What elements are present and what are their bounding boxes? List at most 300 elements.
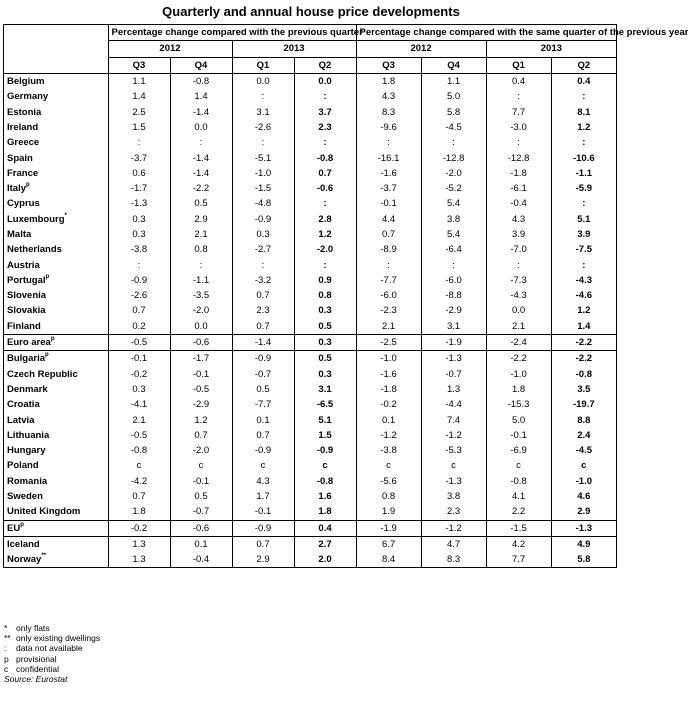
table-row bbox=[4, 428, 616, 443]
country-name: Lithuania bbox=[7, 429, 50, 441]
value-cell: -0.8 bbox=[551, 367, 616, 382]
value-cell: -0.4 bbox=[170, 552, 232, 567]
country-name: Germany bbox=[7, 91, 49, 103]
quarter-header: Q1 bbox=[486, 57, 551, 73]
country-name: Iceland bbox=[7, 538, 40, 550]
value-cell: 1.4 bbox=[170, 89, 232, 104]
quarter-header: Q2 bbox=[294, 57, 356, 73]
value-cell: c bbox=[421, 458, 486, 473]
footnote-text: only existing dwellings bbox=[16, 633, 101, 644]
value-cell: 3.8 bbox=[421, 212, 486, 227]
value-cell: -1.4 bbox=[170, 150, 232, 165]
value-cell: -3.8 bbox=[108, 242, 170, 257]
value-cell: -5.6 bbox=[356, 474, 421, 489]
value-cell: -15.3 bbox=[486, 397, 551, 412]
value-cell: -9.6 bbox=[356, 120, 421, 135]
value-cell: 8.3 bbox=[356, 104, 421, 119]
value-cell: 0.5 bbox=[170, 489, 232, 504]
value-cell: 0.3 bbox=[108, 382, 170, 397]
value-cell: -6.5 bbox=[294, 397, 356, 412]
table-row bbox=[4, 212, 616, 227]
value-cell: -1.2 bbox=[421, 428, 486, 443]
value-cell: 1.3 bbox=[108, 536, 170, 552]
value-cell: -0.9 bbox=[294, 443, 356, 458]
country-name: Czech Republic bbox=[7, 368, 78, 380]
value-cell: -1.3 bbox=[551, 520, 616, 536]
value-cell: 4.3 bbox=[232, 474, 294, 489]
table-row bbox=[4, 135, 616, 150]
value-cell: 0.7 bbox=[232, 428, 294, 443]
country-name: Denmark bbox=[7, 383, 48, 395]
value-cell: -0.1 bbox=[108, 351, 170, 367]
quarter-header: Q4 bbox=[170, 57, 232, 73]
value-cell: c bbox=[108, 458, 170, 473]
value-cell: -7.5 bbox=[551, 242, 616, 257]
year-header-2013: 2013 bbox=[486, 41, 616, 57]
value-cell: c bbox=[170, 458, 232, 473]
value-cell: 0.7 bbox=[294, 166, 356, 181]
value-cell: -6.0 bbox=[356, 288, 421, 303]
value-cell: 0.2 bbox=[108, 319, 170, 335]
value-cell: c bbox=[356, 458, 421, 473]
value-cell: -4.5 bbox=[551, 443, 616, 458]
table-title: Quarterly and annual house price developments bbox=[162, 4, 460, 19]
country-name: Norway** bbox=[7, 553, 46, 566]
value-cell: 0.7 bbox=[232, 536, 294, 552]
value-cell: -2.0 bbox=[170, 303, 232, 318]
value-cell: -0.5 bbox=[108, 334, 170, 350]
footnote-marker: p bbox=[20, 521, 24, 528]
value-cell: -5.3 bbox=[421, 443, 486, 458]
value-cell: 4.7 bbox=[421, 536, 486, 552]
value-cell: -2.6 bbox=[108, 288, 170, 303]
value-cell: 0.7 bbox=[108, 489, 170, 504]
value-cell: 0.4 bbox=[551, 73, 616, 89]
value-cell: 1.1 bbox=[108, 73, 170, 89]
value-cell: 7.4 bbox=[421, 412, 486, 427]
value-cell: -3.7 bbox=[108, 150, 170, 165]
table-row bbox=[4, 227, 616, 242]
table-row bbox=[4, 536, 616, 552]
value-cell: : bbox=[232, 135, 294, 150]
value-cell: : bbox=[294, 196, 356, 211]
value-cell: -12.8 bbox=[421, 150, 486, 165]
value-cell: 3.1 bbox=[421, 319, 486, 335]
value-cell: : bbox=[551, 257, 616, 272]
value-cell: 1.3 bbox=[421, 382, 486, 397]
country-name: Italy$^p$ bbox=[7, 182, 30, 195]
value-cell: 1.2 bbox=[170, 412, 232, 427]
value-cell: 2.7 bbox=[294, 536, 356, 552]
value-cell: 8.8 bbox=[551, 412, 616, 427]
house-price-table bbox=[4, 25, 688, 567]
footnote-text: only flats bbox=[16, 623, 50, 633]
table-row bbox=[4, 319, 616, 335]
value-cell: 1.2 bbox=[551, 303, 616, 318]
value-cell: -4.2 bbox=[108, 474, 170, 489]
value-cell: -0.6 bbox=[170, 520, 232, 536]
quarter-header: Q1 bbox=[232, 57, 294, 73]
value-cell: 2.5 bbox=[108, 104, 170, 119]
footnote-item bbox=[4, 664, 100, 674]
footnote-marker: p bbox=[26, 182, 30, 189]
value-cell: 8.1 bbox=[551, 104, 616, 119]
value-cell: 8.4 bbox=[356, 552, 421, 567]
table-row bbox=[4, 303, 616, 318]
value-cell: 0.0 bbox=[294, 73, 356, 89]
value-cell: 0.5 bbox=[170, 196, 232, 211]
value-cell: -2.4 bbox=[486, 334, 551, 350]
table-row bbox=[4, 89, 616, 104]
table-row bbox=[4, 273, 616, 288]
value-cell: -0.2 bbox=[108, 520, 170, 536]
value-cell: -3.5 bbox=[170, 288, 232, 303]
value-cell: : bbox=[294, 257, 356, 272]
value-cell: 8.3 bbox=[421, 552, 486, 567]
table-row bbox=[4, 104, 616, 119]
value-cell: 1.8 bbox=[108, 504, 170, 520]
value-cell: 2.9 bbox=[551, 504, 616, 520]
footnote-item bbox=[4, 643, 100, 653]
value-cell: -0.7 bbox=[170, 504, 232, 520]
value-cell: -1.2 bbox=[421, 520, 486, 536]
country-name: Netherlands bbox=[7, 244, 62, 256]
value-cell: 4.3 bbox=[356, 89, 421, 104]
value-cell: : bbox=[551, 135, 616, 150]
value-cell: : bbox=[421, 257, 486, 272]
value-cell: -0.6 bbox=[170, 334, 232, 350]
footnote-item bbox=[4, 654, 100, 664]
value-cell: -0.9 bbox=[232, 351, 294, 367]
country-name: Luxembourg* bbox=[7, 212, 67, 225]
quarter-header: Q4 bbox=[421, 57, 486, 73]
table-row bbox=[4, 242, 616, 257]
value-cell: -0.1 bbox=[170, 367, 232, 382]
country-name: Cyprus bbox=[7, 198, 40, 210]
value-cell: -0.1 bbox=[232, 504, 294, 520]
value-cell: -2.0 bbox=[294, 242, 356, 257]
table-row bbox=[4, 382, 616, 397]
value-cell: 0.7 bbox=[232, 319, 294, 335]
value-cell: 5.8 bbox=[421, 104, 486, 119]
value-cell: 1.8 bbox=[294, 504, 356, 520]
table-row bbox=[4, 334, 616, 350]
value-cell: 1.7 bbox=[232, 489, 294, 504]
value-cell: -0.8 bbox=[294, 474, 356, 489]
table-row bbox=[4, 351, 616, 367]
value-cell: : bbox=[232, 89, 294, 104]
value-cell: 2.9 bbox=[232, 552, 294, 567]
value-cell: -0.7 bbox=[232, 367, 294, 382]
value-cell: 0.3 bbox=[294, 303, 356, 318]
value-cell: 0.4 bbox=[486, 73, 551, 89]
value-cell: -0.6 bbox=[294, 181, 356, 196]
value-cell: : bbox=[486, 257, 551, 272]
value-cell: -0.9 bbox=[232, 520, 294, 536]
value-cell: -1.4 bbox=[232, 334, 294, 350]
value-cell: 0.7 bbox=[170, 428, 232, 443]
country-name: Slovakia bbox=[7, 305, 46, 317]
value-cell: -1.8 bbox=[486, 166, 551, 181]
value-cell: -0.9 bbox=[232, 443, 294, 458]
value-cell: : bbox=[294, 135, 356, 150]
value-cell: -0.9 bbox=[108, 273, 170, 288]
country-name: $EU^p$ bbox=[7, 521, 24, 534]
value-cell: 0.0 bbox=[170, 319, 232, 335]
value-cell: -1.0 bbox=[551, 474, 616, 489]
value-cell: 2.1 bbox=[486, 319, 551, 335]
value-cell: : bbox=[170, 257, 232, 272]
value-cell: 2.3 bbox=[421, 504, 486, 520]
value-cell: 3.1 bbox=[294, 382, 356, 397]
footnote-item bbox=[4, 623, 100, 633]
value-cell: -0.5 bbox=[170, 382, 232, 397]
footnote-symbol: c bbox=[4, 663, 9, 674]
footnote-symbol: p bbox=[4, 653, 9, 664]
value-cell: : bbox=[551, 89, 616, 104]
value-cell: 0.5 bbox=[294, 351, 356, 367]
country-name: Austria bbox=[7, 259, 40, 271]
country-name: Euro area$^p$ bbox=[7, 336, 55, 349]
value-cell: 5.8 bbox=[551, 552, 616, 567]
value-cell: -2.0 bbox=[421, 166, 486, 181]
country-name: Hungary bbox=[7, 445, 46, 457]
table-row bbox=[4, 552, 616, 567]
value-cell: -2.9 bbox=[421, 303, 486, 318]
value-cell: -1.6 bbox=[356, 367, 421, 382]
value-cell: 5.1 bbox=[294, 412, 356, 427]
footnote-marker: ** bbox=[41, 553, 46, 560]
value-cell: 6.7 bbox=[356, 536, 421, 552]
source-note: Source: Eurostat bbox=[4, 674, 68, 685]
table-row bbox=[4, 166, 616, 181]
value-cell: : bbox=[108, 257, 170, 272]
value-cell: -2.0 bbox=[170, 443, 232, 458]
quarter-header: Q3 bbox=[356, 57, 421, 73]
value-cell: 1.8 bbox=[486, 382, 551, 397]
country-name: Estonia bbox=[7, 106, 42, 118]
value-cell: -4.8 bbox=[232, 196, 294, 211]
footnote-marker: p bbox=[45, 273, 50, 280]
year-header-2012: 2012 bbox=[356, 41, 486, 57]
footnote-text: confidential bbox=[16, 663, 60, 674]
value-cell: 0.0 bbox=[486, 303, 551, 318]
value-cell: -1.8 bbox=[356, 382, 421, 397]
country-name: Spain bbox=[7, 152, 33, 164]
value-cell: -0.7 bbox=[421, 367, 486, 382]
country-name: Poland bbox=[7, 460, 39, 472]
value-cell: 2.3 bbox=[232, 303, 294, 318]
value-cell: 0.1 bbox=[170, 536, 232, 552]
value-cell: 1.4 bbox=[551, 319, 616, 335]
value-cell: -4.3 bbox=[486, 288, 551, 303]
table-row bbox=[4, 196, 616, 211]
value-cell: 4.2 bbox=[486, 536, 551, 552]
country-name: Belgium bbox=[7, 76, 45, 88]
value-cell: -1.7 bbox=[170, 351, 232, 367]
value-cell: 3.1 bbox=[232, 104, 294, 119]
value-cell: 4.1 bbox=[486, 489, 551, 504]
value-cell: 3.9 bbox=[551, 227, 616, 242]
value-cell: -7.7 bbox=[232, 397, 294, 412]
value-cell: 1.6 bbox=[294, 489, 356, 504]
table-row bbox=[4, 397, 616, 412]
value-cell: -4.1 bbox=[108, 397, 170, 412]
value-cell: -1.1 bbox=[170, 273, 232, 288]
value-cell: 5.4 bbox=[421, 196, 486, 211]
footnote-text: data not available bbox=[16, 643, 83, 654]
country-name: Bulgaria$^p$ bbox=[7, 352, 49, 365]
table-row bbox=[4, 150, 616, 165]
value-cell: 3.5 bbox=[551, 382, 616, 397]
value-cell: -1.3 bbox=[421, 474, 486, 489]
value-cell: -2.5 bbox=[356, 334, 421, 350]
country-name: Croatia bbox=[7, 399, 40, 411]
value-cell: 2.0 bbox=[294, 552, 356, 567]
value-cell: 0.9 bbox=[294, 273, 356, 288]
value-cell: 1.9 bbox=[356, 504, 421, 520]
value-cell: -3.2 bbox=[232, 273, 294, 288]
value-cell: -0.8 bbox=[108, 443, 170, 458]
value-cell: -2.3 bbox=[356, 303, 421, 318]
country-name: United Kingdom bbox=[7, 506, 81, 518]
country-name: Slovenia bbox=[7, 290, 47, 302]
value-cell: 0.8 bbox=[170, 242, 232, 257]
value-cell: -7.7 bbox=[356, 273, 421, 288]
value-cell: 5.0 bbox=[486, 412, 551, 427]
value-cell: -2.2 bbox=[551, 334, 616, 350]
value-cell: -0.5 bbox=[108, 428, 170, 443]
value-cell: c bbox=[294, 458, 356, 473]
value-cell: 4.6 bbox=[551, 489, 616, 504]
value-cell: -6.0 bbox=[421, 273, 486, 288]
value-cell: 4.9 bbox=[551, 536, 616, 552]
table-row bbox=[4, 181, 616, 196]
value-cell: -0.2 bbox=[108, 367, 170, 382]
value-cell: -1.5 bbox=[232, 181, 294, 196]
value-cell: 0.6 bbox=[108, 166, 170, 181]
value-cell: 0.4 bbox=[294, 520, 356, 536]
country-name: Romania bbox=[7, 475, 48, 487]
value-cell: -10.6 bbox=[551, 150, 616, 165]
corner-cell bbox=[4, 25, 108, 41]
value-cell: c bbox=[486, 458, 551, 473]
value-cell: 5.4 bbox=[421, 227, 486, 242]
value-cell: 1.2 bbox=[294, 227, 356, 242]
table-row bbox=[4, 504, 616, 520]
value-cell: -3.8 bbox=[356, 443, 421, 458]
value-cell: -1.9 bbox=[356, 520, 421, 536]
value-cell: 0.5 bbox=[294, 319, 356, 335]
value-cell: 2.1 bbox=[170, 227, 232, 242]
value-cell: 1.3 bbox=[108, 552, 170, 567]
value-cell: -2.2 bbox=[551, 351, 616, 367]
value-cell: : bbox=[356, 135, 421, 150]
value-cell: 1.5 bbox=[108, 120, 170, 135]
value-cell: -6.1 bbox=[486, 181, 551, 196]
country-name: Greece bbox=[7, 137, 40, 149]
value-cell: 0.0 bbox=[232, 73, 294, 89]
value-cell: 3.8 bbox=[421, 489, 486, 504]
value-cell: -4.5 bbox=[421, 120, 486, 135]
value-cell: 0.3 bbox=[108, 227, 170, 242]
value-cell: 0.3 bbox=[232, 227, 294, 242]
table-row bbox=[4, 520, 616, 536]
header-prev-year: Percentage change compared with the same quarter of the previous year bbox=[356, 25, 616, 41]
value-cell: 0.3 bbox=[294, 367, 356, 382]
value-cell: -0.1 bbox=[486, 428, 551, 443]
footnote-marker: p bbox=[45, 352, 49, 359]
value-cell: -1.5 bbox=[486, 520, 551, 536]
value-cell: 5.1 bbox=[551, 212, 616, 227]
value-cell: -2.2 bbox=[170, 181, 232, 196]
table-row bbox=[4, 458, 616, 473]
value-cell: -16.1 bbox=[356, 150, 421, 165]
value-cell: : bbox=[486, 89, 551, 104]
value-cell: 3.9 bbox=[486, 227, 551, 242]
value-cell: -2.2 bbox=[486, 351, 551, 367]
country-name: Portugal$^p$ bbox=[7, 273, 50, 286]
value-cell: -0.1 bbox=[170, 474, 232, 489]
corner-cell bbox=[4, 41, 108, 57]
footnote-symbol: : bbox=[4, 643, 7, 654]
value-cell: 1.1 bbox=[421, 73, 486, 89]
table-row bbox=[4, 489, 616, 504]
value-cell: 0.3 bbox=[108, 212, 170, 227]
value-cell: -1.3 bbox=[421, 351, 486, 367]
footnote-marker: * bbox=[64, 212, 67, 219]
footnote-symbol: ** bbox=[4, 633, 11, 644]
footnote-symbol: * bbox=[4, 623, 8, 633]
value-cell: : bbox=[421, 135, 486, 150]
value-cell: -7.3 bbox=[486, 273, 551, 288]
value-cell: 2.9 bbox=[170, 212, 232, 227]
table-row bbox=[4, 120, 616, 135]
quarter-header: Q2 bbox=[551, 57, 616, 73]
table-row bbox=[4, 288, 616, 303]
value-cell: -5.1 bbox=[232, 150, 294, 165]
country-name: Malta bbox=[7, 229, 32, 240]
value-cell: : bbox=[356, 257, 421, 272]
value-cell: -8.8 bbox=[421, 288, 486, 303]
value-cell: -1.7 bbox=[108, 181, 170, 196]
value-cell: : bbox=[108, 135, 170, 150]
value-cell: : bbox=[232, 257, 294, 272]
value-cell: -0.4 bbox=[486, 196, 551, 211]
value-cell: 0.8 bbox=[294, 288, 356, 303]
value-cell: -1.0 bbox=[232, 166, 294, 181]
value-cell: 4.3 bbox=[486, 212, 551, 227]
value-cell: -1.3 bbox=[108, 196, 170, 211]
value-cell: 2.4 bbox=[551, 428, 616, 443]
country-name: Latvia bbox=[7, 414, 35, 426]
value-cell: 0.5 bbox=[232, 382, 294, 397]
footnote-item bbox=[4, 633, 100, 643]
value-cell: 0.7 bbox=[356, 227, 421, 242]
value-cell: 5.0 bbox=[421, 89, 486, 104]
value-cell: -0.2 bbox=[356, 397, 421, 412]
country-name: France bbox=[7, 167, 39, 179]
value-cell: -0.1 bbox=[356, 196, 421, 211]
value-cell: -2.7 bbox=[232, 242, 294, 257]
value-cell: -1.4 bbox=[170, 166, 232, 181]
year-header-2013: 2013 bbox=[232, 41, 356, 57]
value-cell: -1.1 bbox=[551, 166, 616, 181]
value-cell: -2.6 bbox=[232, 120, 294, 135]
value-cell: 0.0 bbox=[170, 120, 232, 135]
value-cell: -7.0 bbox=[486, 242, 551, 257]
value-cell: : bbox=[170, 135, 232, 150]
